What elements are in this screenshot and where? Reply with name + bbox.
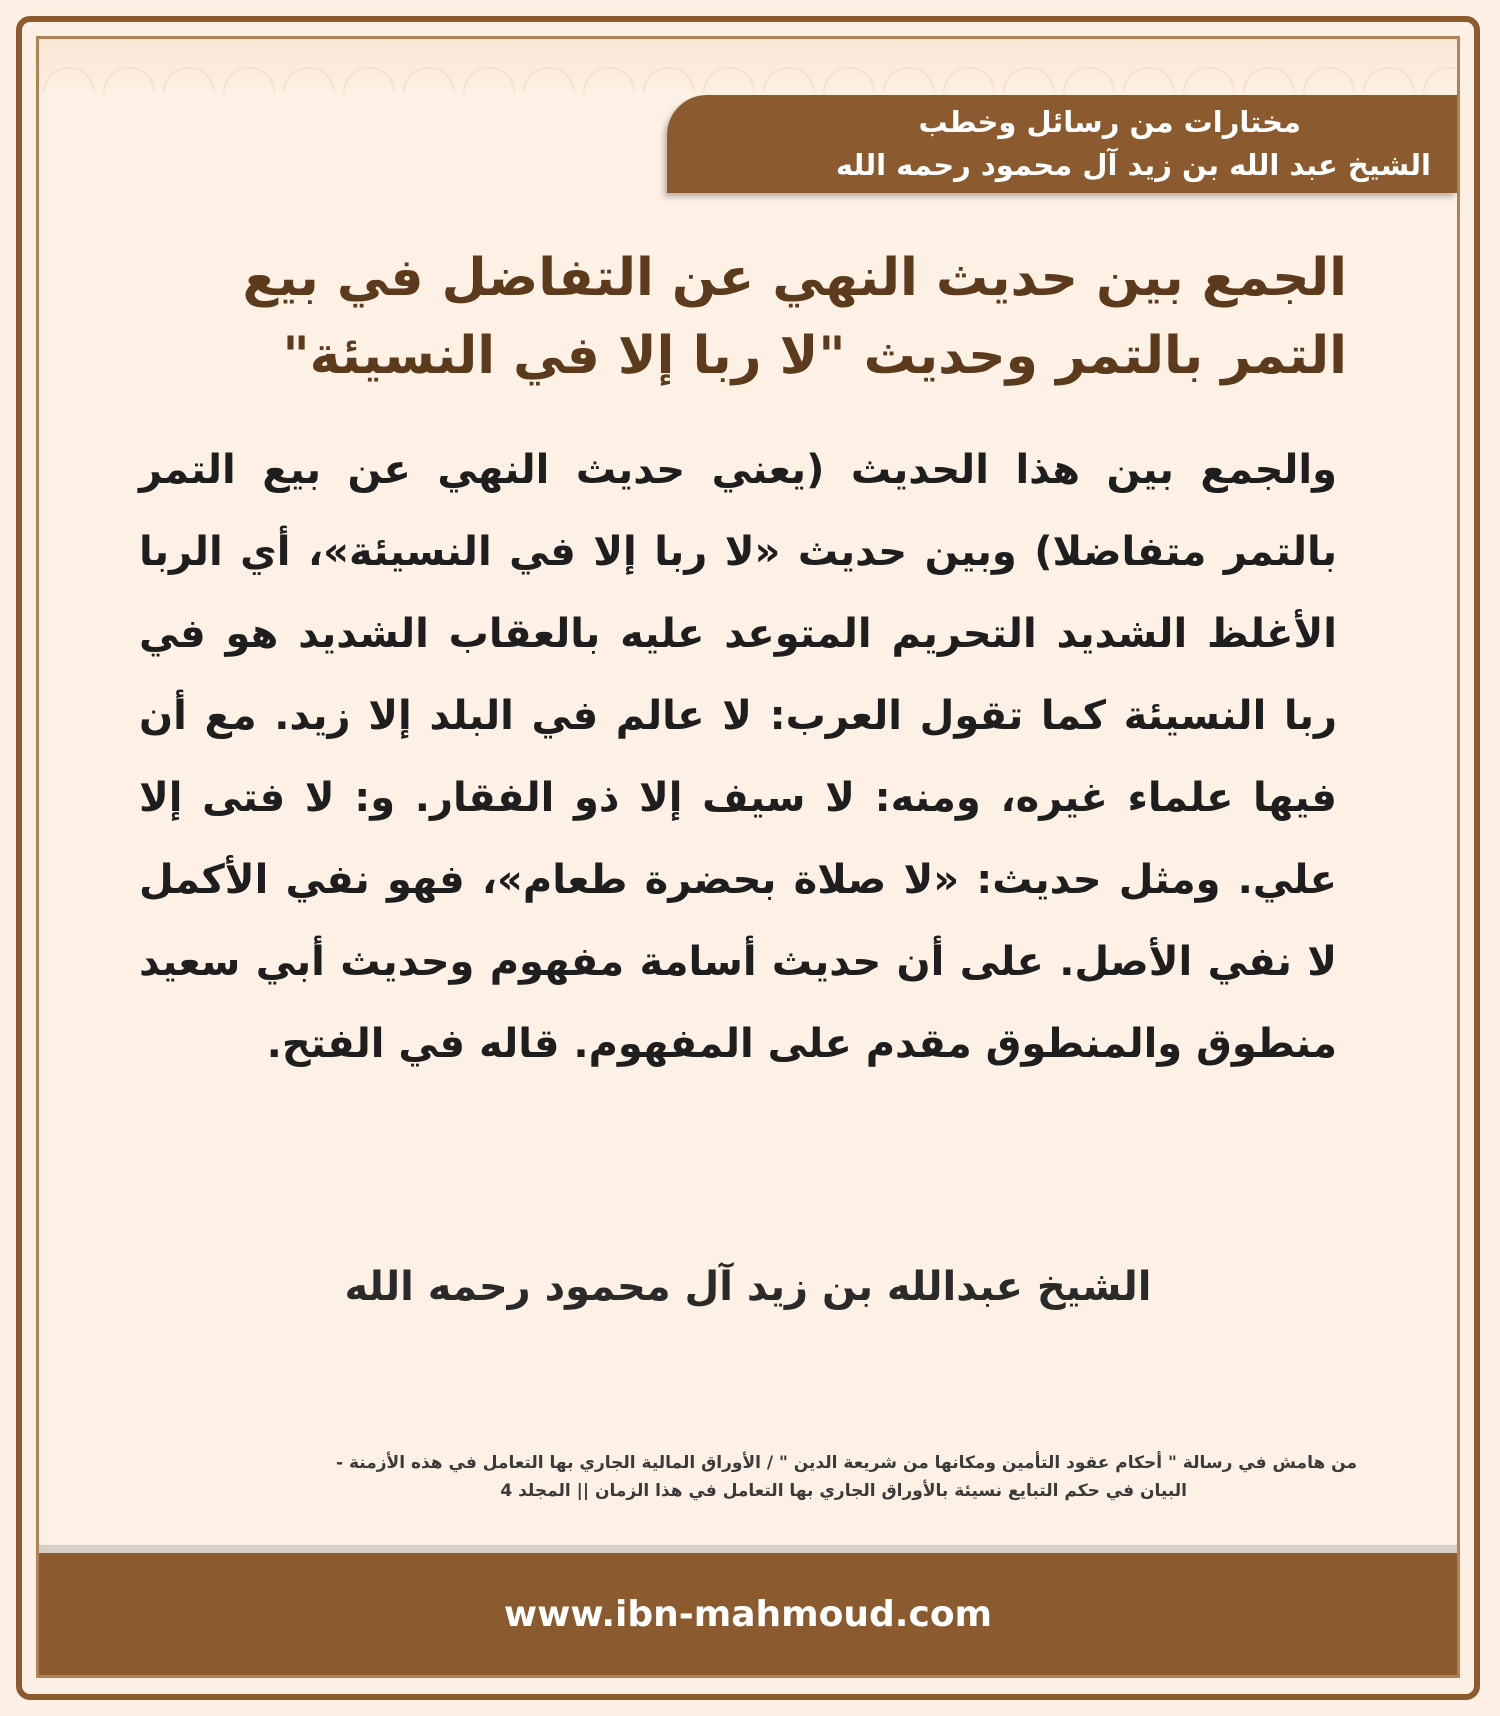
footer-bar (39, 1545, 1457, 1675)
page-title: الجمع بين حديث النهي عن التفاضل في بيع التمر بالتمر وحديث "لا ربا إلا في النسيئة" (242, 248, 1347, 386)
website-link[interactable]: www.ibn-mahmoud.com (503, 1593, 993, 1635)
source-note-line1: من هامش في رسالة " أحكام عقود التأمين ومكانها من شريعة الدين " / الأوراق المالية الجاري بها التعامل في هذه الأزمنة - (336, 1453, 1357, 1473)
header-author: الشيخ عبد الله بن زيد آل محمود رحمه الله (835, 148, 1431, 182)
body-paragraph: والجمع بين هذا الحديث (يعني حديث النهي عن بيع التمر بالتمر متفاضلا) وبين حديث «لا ربا إلا في النسيئة»، أي الربا الأغلظ الشديد التحريم المتوعد عليه بالعقاب الشديد هو في ربا النسيئة كما تقول العرب: لا عالم في البلد إلا زيد. مع أن فيها علماء غيره، ومنه: لا سيف إلا ذو الفقار. و: لا فتى إلا علي. ومثل حديث: «لا صلاة بحضرة طعام»، فهو نفي الأكمل لا نفي الأصل. على أن حديث أسامة مفهوم وحديث أبي سعيد منطوق والمنطوق مقدم على المفهوم. قاله في الفتح. (139, 447, 1337, 1067)
source-note-line2: البيان في حكم التبايع نسيئة بالأوراق الجاري بها التعامل في هذا الزمان || المجلد 4 (500, 1481, 1187, 1501)
signature: الشيخ عبدالله بن زيد آل محمود رحمه الله (344, 1264, 1152, 1310)
header-banner (667, 95, 1457, 193)
inner-frame (36, 36, 1460, 1678)
decorative-pattern (39, 39, 1457, 93)
source-note (149, 1449, 1357, 1505)
header-series-title: مختارات من رسائل وخطب (918, 105, 1301, 139)
